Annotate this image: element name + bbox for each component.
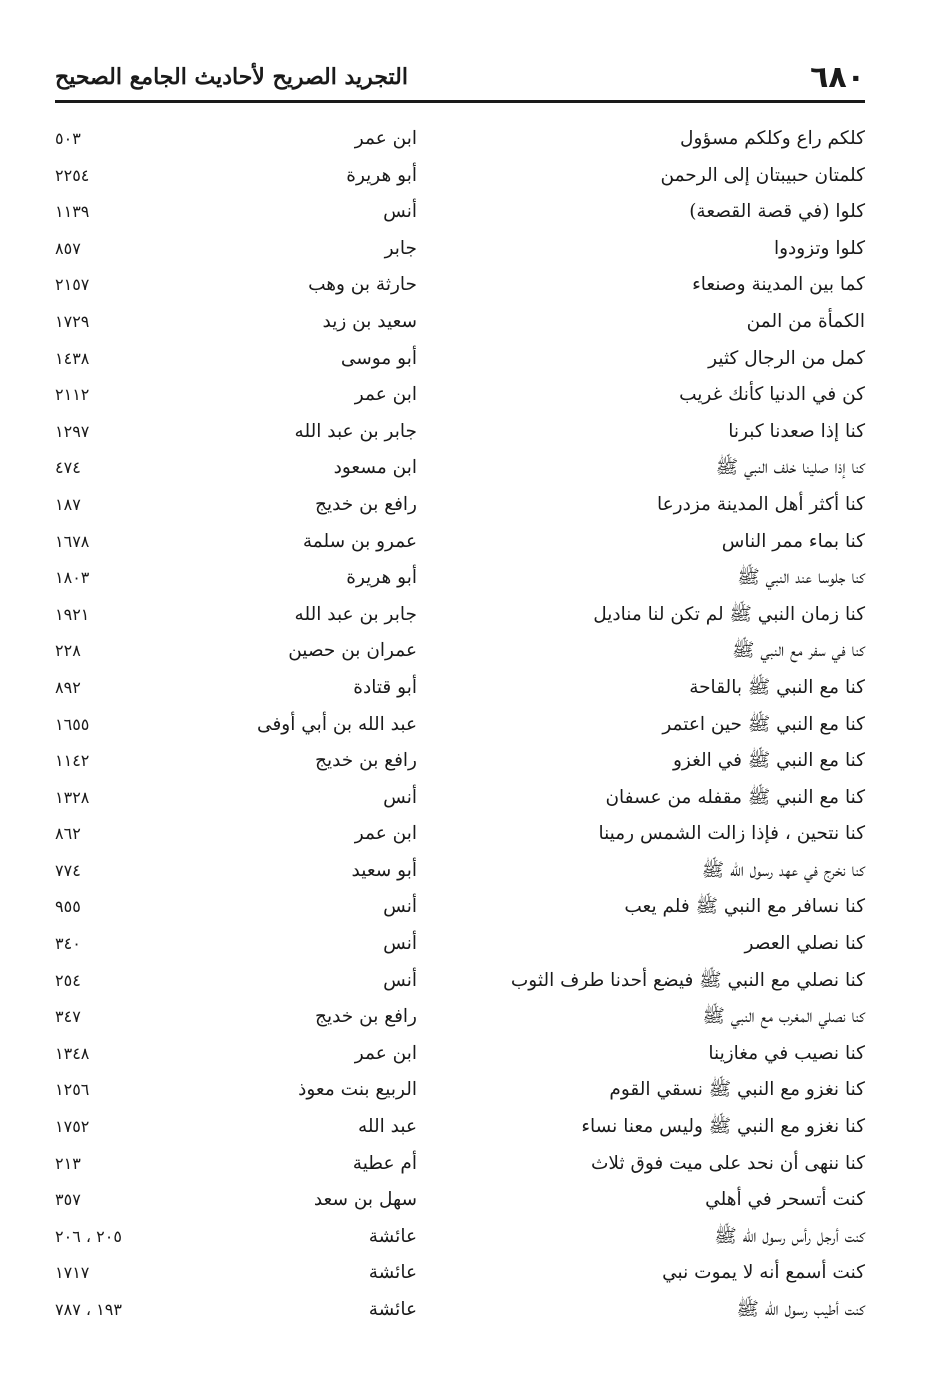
narrator-name: جابر بن عبد الله xyxy=(294,420,417,442)
hadith-number: ٨٩٢ xyxy=(55,677,81,697)
index-row xyxy=(55,744,865,781)
narrator-name: سعيد بن زيد xyxy=(322,310,417,332)
index-row xyxy=(55,415,865,452)
hadith-number: ١٧١٧ xyxy=(55,1263,90,1283)
narrator-name: أنس xyxy=(383,786,417,808)
hadith-number: ٢١٥٧ xyxy=(55,275,90,295)
narrator-name: أنس xyxy=(383,969,417,991)
narrator-name: عمرو بن سلمة xyxy=(302,530,417,552)
narrator-name: رافع بن خديج xyxy=(315,493,417,515)
narrator-name: رافع بن خديج xyxy=(315,750,417,772)
hadith-number: ١٧٥٢ xyxy=(55,1117,90,1137)
hadith-text: كنا نصلي المغرب مع النبي ﷺ xyxy=(702,1006,865,1028)
hadith-text: كنت أتسحر في أهلي xyxy=(705,1189,865,1211)
narrator-name: أم عطية xyxy=(352,1152,417,1174)
hadith-text: كنا نغزو مع النبي ﷺ وليس معنا نساء xyxy=(581,1116,865,1138)
narrator-name: ابن مسعود xyxy=(333,457,417,479)
hadith-number: ٢٢٨ xyxy=(55,641,81,661)
hadith-text: كنت أرجل رأس رسول الله ﷺ xyxy=(714,1225,865,1247)
narrator-name: جابر xyxy=(384,237,417,259)
hadith-number: ١٤٣٨ xyxy=(55,348,90,368)
index-row xyxy=(55,1073,865,1110)
hadith-number: ٣٤٧ xyxy=(55,1007,81,1027)
index-row xyxy=(55,451,865,488)
hadith-text: كنت أسمع أنه لا يموت نبي xyxy=(662,1262,865,1284)
index-row xyxy=(55,1147,865,1184)
narrator-name: أبو قتادة xyxy=(353,676,417,698)
index-row xyxy=(55,305,865,342)
hadith-number: ٨٥٧ xyxy=(55,238,81,258)
narrator-name: أبو هريرة xyxy=(346,567,417,589)
hadith-text: كنا أكثر أهل المدينة مزدرعا xyxy=(657,493,865,515)
hadith-number: ٢١٣ xyxy=(55,1153,81,1173)
index-row xyxy=(55,634,865,671)
hadith-number: ١٩٢١ xyxy=(55,604,90,624)
index-row xyxy=(55,159,865,196)
hadith-number: ٢٠٥ ، ٢٠٦ xyxy=(55,1226,122,1246)
hadith-number: ١١٤٢ xyxy=(55,751,90,771)
narrator-name: أبو هريرة xyxy=(346,164,417,186)
narrator-name: عائشة xyxy=(368,1225,417,1247)
index-row xyxy=(55,268,865,305)
hadith-text: الكمأة من المن xyxy=(746,310,865,332)
hadith-number: ٣٤٠ xyxy=(55,934,81,954)
hadith-number: ٥٠٣ xyxy=(55,129,81,148)
index-row xyxy=(55,488,865,525)
index-row xyxy=(55,1000,865,1037)
hadith-number: ٧٧٤ xyxy=(55,860,81,880)
index-row xyxy=(55,671,865,708)
narrator-name: ابن عمر xyxy=(354,384,417,406)
index-row xyxy=(55,561,865,598)
index-row xyxy=(55,964,865,1001)
hadith-text: كنا نصلي العصر xyxy=(744,933,865,955)
hadith-text: كلكم راع وكلكم مسؤول xyxy=(680,128,865,149)
hadith-number: ٢٥٤ xyxy=(55,970,81,990)
index-row xyxy=(55,122,865,159)
page-number: ٦٨٠ xyxy=(810,59,865,95)
hadith-text: كنا مع النبي ﷺ بالقاحة xyxy=(689,676,865,698)
hadith-text: كن في الدنيا كأنك غريب xyxy=(679,384,865,406)
hadith-text: كلوا وتزودوا xyxy=(773,237,865,259)
narrator-name: رافع بن خديج xyxy=(315,1006,417,1028)
hadith-number: ١٨٠٣ xyxy=(55,568,90,588)
hadith-number: ١١٣٩ xyxy=(55,202,90,222)
hadith-number: ٤٧٤ xyxy=(55,458,81,478)
narrator-name: عبد الله xyxy=(357,1116,417,1138)
hadith-text: كنا زمان النبي ﷺ لم تكن لنا مناديل xyxy=(593,603,865,625)
narrator-name: جابر بن عبد الله xyxy=(294,603,417,625)
narrator-name: أبو سعيد xyxy=(351,859,417,881)
index-row xyxy=(55,1220,865,1257)
hadith-text: كنا ننهى أن نحد على ميت فوق ثلاث xyxy=(591,1152,865,1174)
hadith-text: كنا مع النبي ﷺ حين اعتمر xyxy=(662,713,865,735)
hadith-text: كنا نصلي مع النبي ﷺ فيضع أحدنا طرف الثوب xyxy=(510,969,865,991)
book-title: التجريد الصريح لأحاديث الجامع الصحيح xyxy=(55,64,408,90)
index-row xyxy=(55,1110,865,1147)
index-row xyxy=(55,598,865,635)
hadith-number: ١٣٤٨ xyxy=(55,1043,90,1063)
index-row xyxy=(55,1183,865,1220)
index-row xyxy=(55,525,865,562)
hadith-text: كنا جلوسا عند النبي ﷺ xyxy=(737,567,865,589)
hadith-number: ٢٢٥٤ xyxy=(55,165,90,185)
index-row xyxy=(55,854,865,891)
hadith-text: كنا نسافر مع النبي ﷺ فلم يعب xyxy=(624,896,865,918)
hadith-text: كمل من الرجال كثير xyxy=(708,347,865,369)
index-row xyxy=(55,195,865,232)
hadith-number: ١٢٩٧ xyxy=(55,421,90,441)
narrator-name: أنس xyxy=(383,201,417,223)
hadith-number: ١٦٧٨ xyxy=(55,531,90,551)
hadith-text: كنا مع النبي ﷺ في الغزو xyxy=(672,750,865,772)
narrator-name: الربيع بنت معوذ xyxy=(298,1079,417,1101)
index-row xyxy=(55,342,865,379)
hadith-number: ١٩٣ ، ٧٨٧ xyxy=(55,1300,122,1319)
hadith-text: كنا بماء ممر الناس xyxy=(721,530,865,552)
narrator-name: أنس xyxy=(383,896,417,918)
hadith-index-list xyxy=(55,122,865,1330)
narrator-name: ابن عمر xyxy=(354,823,417,845)
hadith-text: كنت أطيب رسول الله ﷺ xyxy=(736,1299,865,1320)
hadith-number: ١٨٧ xyxy=(55,494,81,514)
narrator-name: عائشة xyxy=(368,1299,417,1320)
hadith-text: كنا إذا صلينا خلف النبي ﷺ xyxy=(715,457,865,479)
hadith-text: كلمتان حبيبتان إلى الرحمن xyxy=(660,164,865,186)
hadith-number: ٢١١٢ xyxy=(55,385,90,405)
index-row xyxy=(55,781,865,818)
index-row xyxy=(55,1256,865,1293)
hadith-text: كنا نصيب في مغازينا xyxy=(708,1042,865,1064)
narrator-name: أنس xyxy=(383,933,417,955)
hadith-number: ١٦٥٥ xyxy=(55,714,90,734)
hadith-text: كنا مع النبي ﷺ مقفله من عسفان xyxy=(605,786,865,808)
hadith-text: كلوا (في قصة القصعة) xyxy=(689,201,865,223)
index-row xyxy=(55,1293,865,1330)
header-divider xyxy=(55,100,865,103)
hadith-text: كنا في سفر مع النبي ﷺ xyxy=(732,640,865,662)
hadith-text: كنا نتحين ، فإذا زالت الشمس رمينا xyxy=(598,823,865,845)
index-row xyxy=(55,378,865,415)
narrator-name: عبد الله بن أبي أوفى xyxy=(257,713,417,735)
index-row xyxy=(55,708,865,745)
index-row xyxy=(55,927,865,964)
narrator-name: سهل بن سعد xyxy=(313,1189,417,1211)
index-row xyxy=(55,817,865,854)
hadith-text: كنا نغزو مع النبي ﷺ نسقي القوم xyxy=(609,1079,865,1101)
narrator-name: أبو موسى xyxy=(340,347,417,369)
index-row xyxy=(55,1037,865,1074)
hadith-number: ٩٥٥ xyxy=(55,897,81,917)
hadith-number: ١٣٢٨ xyxy=(55,787,90,807)
hadith-number: ٣٥٧ xyxy=(55,1190,81,1210)
hadith-text: كما بين المدينة وصنعاء xyxy=(692,274,865,296)
hadith-text: كنا إذا صعدنا كبرنا xyxy=(728,420,865,442)
hadith-number: ١٧٢٩ xyxy=(55,311,90,331)
hadith-number: ١٢٥٦ xyxy=(55,1080,90,1100)
narrator-name: ابن عمر xyxy=(354,1042,417,1064)
narrator-name: ابن عمر xyxy=(354,128,417,149)
hadith-text: كنا نخرج في عهد رسول الله ﷺ xyxy=(701,859,865,881)
page-header xyxy=(55,56,865,98)
narrator-name: عائشة xyxy=(368,1262,417,1284)
index-row xyxy=(55,232,865,269)
index-row xyxy=(55,890,865,927)
hadith-number: ٨٦٢ xyxy=(55,824,81,844)
narrator-name: حارثة بن وهب xyxy=(308,274,417,296)
narrator-name: عمران بن حصين xyxy=(288,640,417,662)
